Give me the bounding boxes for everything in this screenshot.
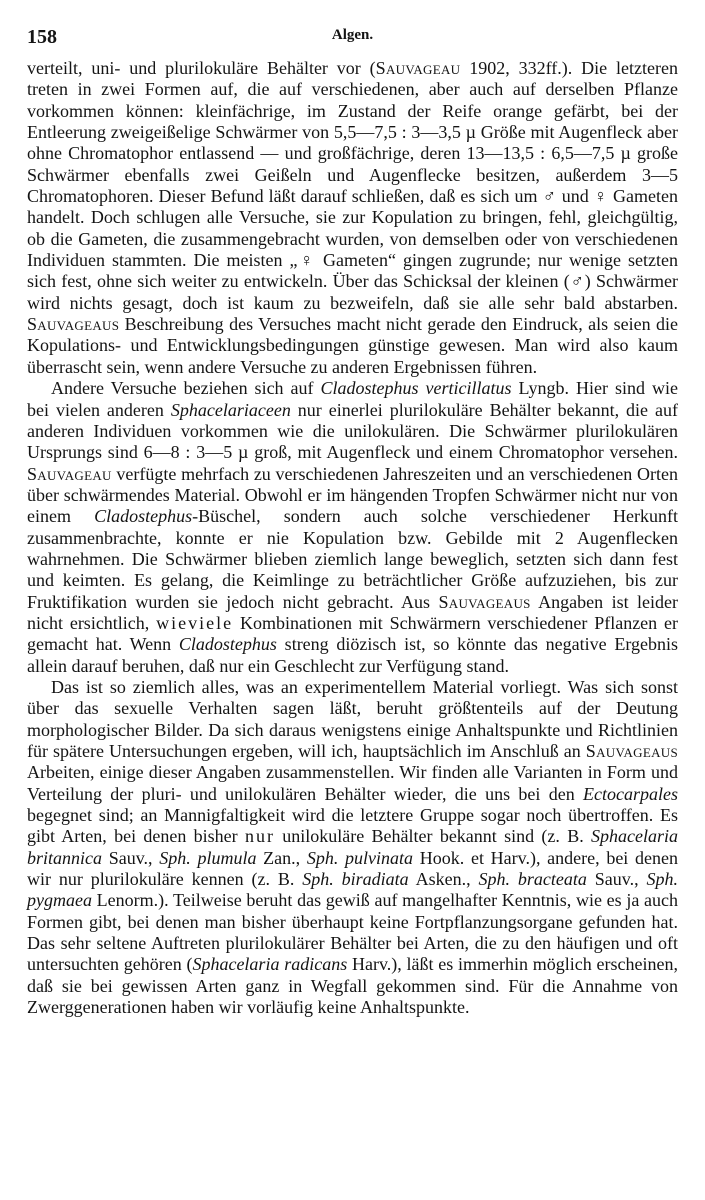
- author-name: Sauvageaus: [585, 741, 678, 761]
- author-name: Sauvageaus: [27, 314, 120, 335]
- italic-term: Sphacelariaceen: [170, 399, 291, 420]
- text-run: Arbeiten, einige dieser Angaben zusammenstellen. Wir finden alle Varianten in Form und Verteilung der pluri- und unilokulären Behälter wieder, die uns bei den: [27, 762, 678, 804]
- text-run: Zan.,: [256, 847, 307, 868]
- emphasis-spaced: nur: [244, 826, 275, 847]
- emphasis-spaced: wieviele: [156, 612, 234, 633]
- text-run: -Büschel, sondern auch solche verschiedener Herkunft zusammenbrachte, konnte er nie Kopulation bzw. Gebilde mit 2 Augenflecken wahrnehmen. Die Schwärmer blieben ziemlich lange beweglich, setzten sich dann fest und keimten. Es gelang, die Keimlinge zu beträchtlicher Größe aufzuziehen, bis zur Fruktifikation wurden sie jedoch nicht gebracht. Aus: [27, 506, 678, 612]
- italic-term: Cladostephus verticillatus: [320, 378, 512, 399]
- text-run: Angaben ist leider nicht ersichtlich,: [27, 591, 678, 633]
- italic-term: Sphacelaria radicans: [192, 954, 348, 975]
- text-run: Harv.), läßt es immerhin möglich erscheinen, daß sie bei gewissen Arten ganz in Wegfall gekommen sind. Für die Annahme von Zwerggenerationen haben wir vorläufig keine Anhaltspunkte.: [27, 954, 678, 1018]
- italic-term: Ectocarpales: [583, 783, 678, 804]
- author-name: Sauvageau: [375, 58, 461, 78]
- text-run: verfügte mehrfach zu verschiedenen Jahreszeiten und an verschiedenen Orten über schwärmendes Material. Obwohl er im hängenden Tropfen Schwärmer nicht nur von einem: [27, 463, 678, 527]
- text-run: unilokuläre Behälter bekannt sind (z. B.: [274, 826, 592, 847]
- text-run: 1902, 332ff.). Die letzteren treten in zwei Formen auf, die auf verschiedenen, aber auch auf derselben Pflanze vorkommen können: kleinfächrige, im Zustand der Reife orange gefärbt, bei der Entleerung zweigeißelige Schwärmer von 5,5—7,5 : 3—3,5 µ Größe mit Augenfleck aber ohne Chromatophor entlassend — und großfächrige, deren 13—13,5 : 6,5—7,5 µ große Schwärmer ebenfalls zwei Geißeln und Augenflecke besitzen, außerdem 3—5 Chromatophoren. Dieser Befund läßt darauf schließen, daß es sich um ♂ und ♀ Gameten handelt. Doch schlugen alle Versuche, sie zur Kopulation zu bringen, fehl, gleichgültig, ob die Gameten, die zusammengebracht wurden, von demselben oder von verschiedenen Individuen stammten. Die meisten „♀ Gameten“ gingen zugrunde; nur wenige setzten sich fest, ohne sich weiter zu entwickeln. Über das Schicksal der kleinen (♂) Schwärmer wird nichts gesagt, doch ist kaum zu bezweifeln, daß sie alle sehr bald abstarben.: [27, 58, 678, 313]
- text-run: begegnet sind; an Mannigfaltigkeit wird die letztere Gruppe sogar noch übertroffen. Es gibt Arten, bei denen bisher: [27, 805, 678, 847]
- italic-term: Sph. biradiata: [302, 869, 409, 890]
- text-run: nur einerlei plurilokuläre Behälter bekannt, die auf anderen Individuen vorkommen wie die unilokulären. Die Schwärmer plurilokulären Ursprungs sind 6—8 : 3—5 µ groß, mit Augenfleck und einem Chromatophor versehen.: [27, 399, 678, 463]
- text-run: streng diözisch ist, so könnte das negative Ergebnis allein darauf beruhen, daß nur ein Geschlecht zur Verfügung stand.: [27, 634, 679, 676]
- italic-term: Cladostephus: [94, 506, 193, 527]
- italic-term: Sph. pulvinata: [306, 847, 414, 868]
- italic-term: Sph. pygmaea: [27, 869, 678, 911]
- text-run: Lenorm.). Teilweise beruht das gewiß auf mangelhafter Kenntnis, wie es ja auch Formen gibt, bei denen man bisher überhaupt keine Fortpflanzungsorgane gefunden hat. Das sehr seltene Auftreten plurilokulärer Behälter bei Arten, die zu den häufigen und oft untersuchten gehören (: [27, 890, 678, 975]
- paragraph: [27, 58, 678, 378]
- text-run: Beschreibung des Versuches macht nicht gerade den Eindruck, als seien die Kopulations- und Entwicklungsbedingungen günstige gewesen. Man wird also kaum überrascht sein, wenn andere Versuche zu anderen Ergebnissen führen.: [27, 314, 678, 377]
- text-run: Andere Versuche beziehen sich auf: [51, 378, 321, 399]
- text-run: Sauv.,: [586, 869, 647, 890]
- italic-term: Sphacelaria britannica: [27, 826, 679, 868]
- running-title: Algen.: [331, 27, 374, 43]
- page-header: [27, 22, 678, 58]
- italic-term: Sph. plumula: [159, 847, 257, 868]
- paragraph: [27, 378, 678, 677]
- text-run: Sauv.,: [102, 847, 160, 868]
- text-run: Asken.,: [408, 869, 479, 890]
- italic-term: Cladostephus: [178, 634, 277, 655]
- paragraph: [27, 677, 678, 1019]
- page-number: 158: [27, 26, 57, 48]
- author-name: Sauvageaus: [438, 591, 531, 612]
- text-run: Das ist so ziemlich alles, was an experimentellem Material vorliegt. Was sich sonst über das sexuelle Verhalten sagen läßt, beruht größtenteils auf der Deutung morphologischer Bilder. Da sich daraus wenigstens einige Anhaltspunkte und Richtlinien für spätere Untersuchungen ergeben, will ich, hauptsächlich im Anschluß an: [27, 676, 678, 761]
- text-run: Lyngb. Hier sind wie bei vielen anderen: [27, 378, 678, 420]
- body-text: [27, 58, 678, 1018]
- text-run: Kombinationen mit Schwärmern verschiedener Pflanzen er gemacht hat. Wenn: [27, 612, 678, 655]
- text-run: Hook. et Harv.), andere, bei denen wir nur plurilokuläre kennen (z. B.: [27, 847, 678, 890]
- italic-term: Sph. bracteata: [478, 869, 587, 890]
- text-run: verteilt, uni- und plurilokuläre Behälter vor (: [27, 58, 376, 78]
- author-name: Sauvageau: [27, 463, 112, 484]
